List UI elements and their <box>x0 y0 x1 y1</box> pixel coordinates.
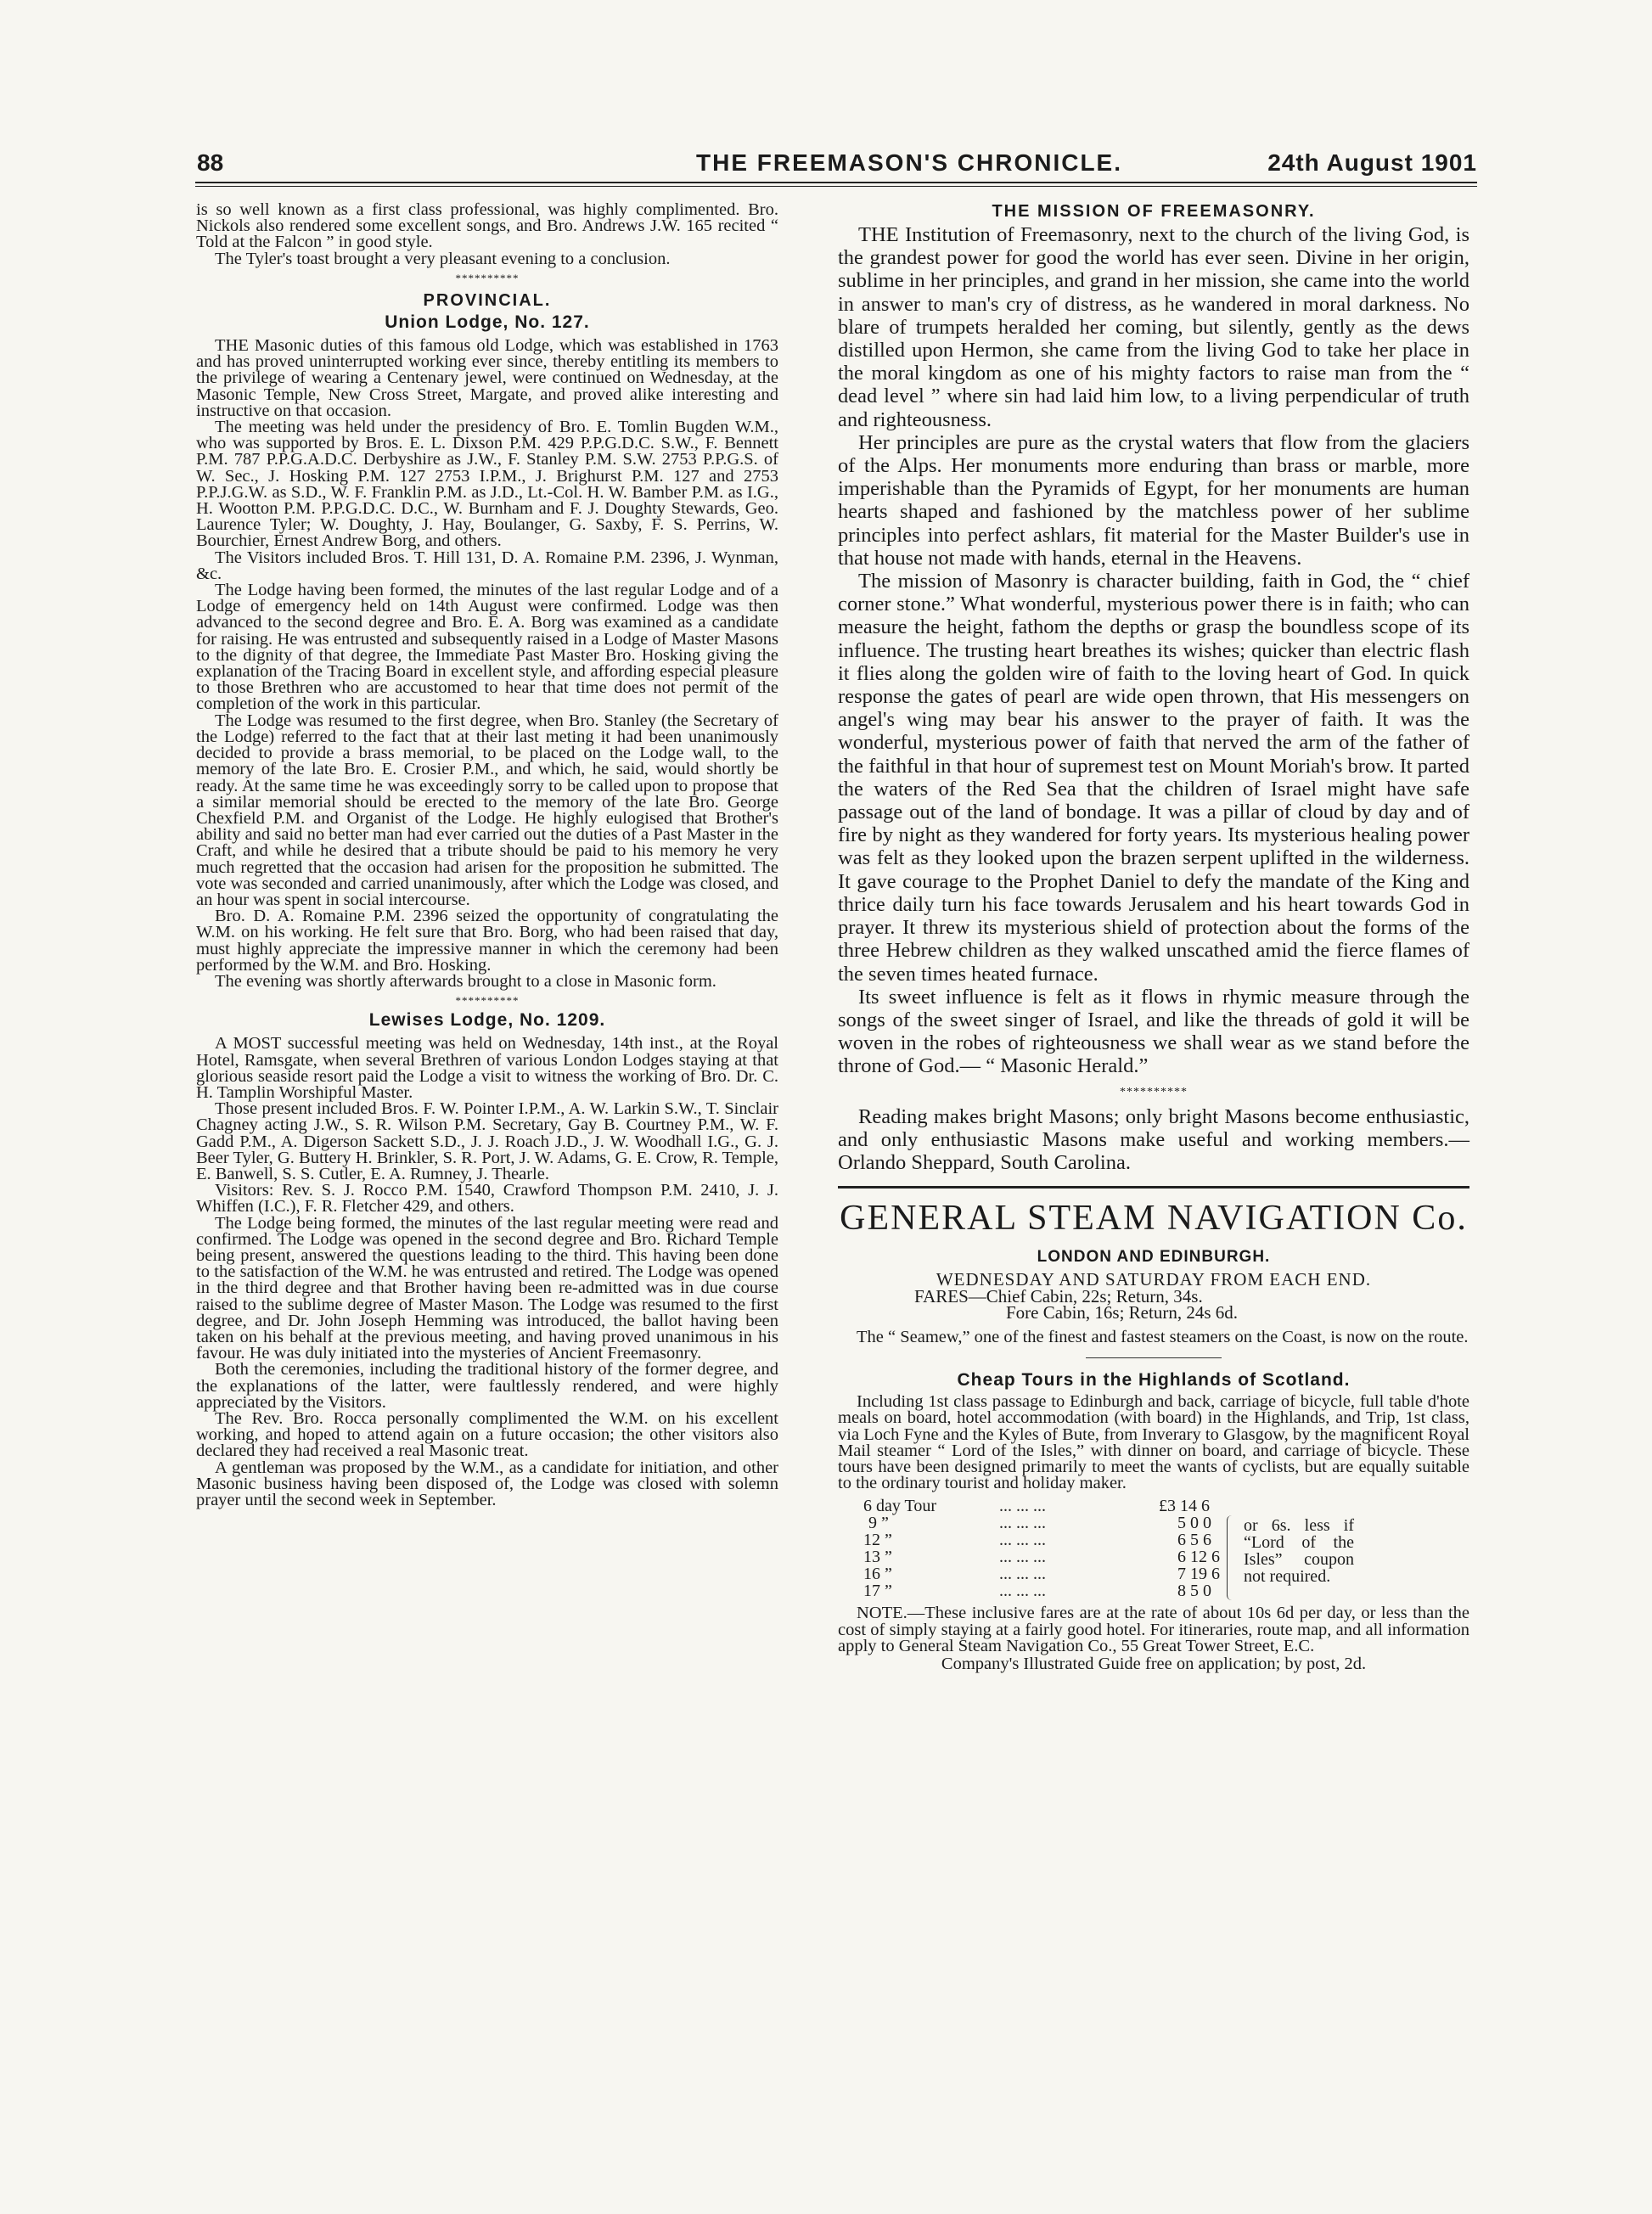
union-paragraph: The Lodge was resumed to the first degree, when Bro. Stanley (the Secretary of the Lodge) referred to the fact that at their last meting it had been unanimously decided to provide a brass memorial, to be placed on the Lodge wall, to the memory of the late Bro. E. Crosier P.M., and which, he said, would shortly be ready. At the same time he was exceedingly sorry to be called upon to propose that a similar memorial should be erected to the memory of the late Bro. George Chexfield P.M. and Organist of the Lodge. He highly eulogised that Brother's ability and said no better man had ever carried out the duties of a Past Master in the Craft, and while he desired that a tribute should be paid to his memory he very much regretted that the occasion had arisen for the proposition he submitted. The vote was seconded and carried unanimously, after which the Lodge was closed, and an hour was spent in social intercourse. <box>196 711 778 909</box>
tour-days: 17 ” <box>863 1582 892 1601</box>
tour-price: 6 12 6 <box>1177 1548 1220 1567</box>
tour-price: 5 0 0 <box>1177 1514 1211 1533</box>
gsn-fares-chief: FARES—Chief Cabin, 22s; Return, 34s. <box>914 1285 1203 1306</box>
lewises-paragraph: The Lodge being formed, the minutes of the last regular meeting were read and confirmed. The Lodge was opened in the second degree and Bro. Richard Temple being present, answered the questions leading to the third. This having been done to the satisfaction of the W.M. he was entrusted and retired. The Lodge was opened in the third degree and that Brother having been re-admitted was in due course raised to the sublime degree of Master Mason. The Lodge was resumed to the first degree, and Dr. John Joseph Hemming was introduced, the ballot having been taken on his behalf at the previous meeting, and having proved unanimous in his favour. He was duly initiated into the mysteries of Ancient Freemasonry. <box>196 1213 778 1363</box>
tours-title: Cheap Tours in the Highlands of Scotland. <box>957 1370 1351 1391</box>
reading-paragraph: Reading makes bright Masons; only bright Masons become enthusiastic, and only enthusiastic Masons make useful and working members.—Orlando Sheppard, South Carolina. <box>838 1104 1469 1175</box>
lewises-paragraph: Visitors: Rev. S. J. Rocco P.M. 1540, Crawford Thompson P.M. 2410, J. J. Whiffen (I.C.), F. R. Fletcher 429, and others. <box>196 1181 778 1217</box>
gsn-route: LONDON AND EDINBURGH. <box>1037 1248 1271 1267</box>
tour-dots: ... ... ... <box>999 1497 1046 1516</box>
lewises-paragraph: Those present included Bros. F. W. Pointer I.P.M., A. W. Larkin S.W., T. Sinclair Chagney acting J.W., S. R. Wilson P.M. Secretary, Gay B. Courtney P.M., W. F. Gadd P.M., A. Digerson Sackett S.D., J. J. Roach J.D., J. W. Woodhall I.G., G. J. Beer Tyler, G. Buttery H. Brinkler, S. R. Port, J. W. Adams, G. E. Crow, R. Temple, E. Banwell, S. S. Cutler, E. A. Rumney, J. Thearle. <box>196 1099 778 1183</box>
tour-days: 6 day Tour <box>863 1497 936 1516</box>
tour-days: 12 ” <box>863 1531 892 1550</box>
lewises-paragraph: Both the ceremonies, including the traditional history of the former degree, and the explanations of the latter, were faultlessly rendered, and were highly appreciated by the Visitors. <box>196 1360 778 1412</box>
union-paragraph: The Visitors included Bros. T. Hill 131, D. A. Romaine P.M. 2396, J. Wynman, &c. <box>196 548 778 583</box>
tour-dots: ... ... ... <box>999 1548 1046 1567</box>
separator-stars: ********** <box>455 271 520 284</box>
intro-paragraph: is so well known as a first class professional, was highly complimented. Bro. Nickols also rendered some excellent songs, and Bro. Andrews J.W. 165 recited “ Told at the Falcon ” in good style. <box>196 200 778 252</box>
advert-rule <box>838 1186 1469 1188</box>
tour-price: 8 5 0 <box>1177 1582 1211 1601</box>
tour-row <box>838 1549 1469 1566</box>
union-paragraph: The evening was shortly afterwards brought to a close in Masonic form. <box>215 971 716 991</box>
tour-row <box>838 1566 1469 1583</box>
gsn-seamew: The “ Seamew,” one of the finest and fastest steamers on the Coast, is now on the route. <box>857 1327 1469 1346</box>
tour-row <box>838 1583 1469 1600</box>
guide-note: Company's Illustrated Guide free on application; by post, 2d. <box>941 1654 1367 1673</box>
header-rule <box>195 182 1477 183</box>
page-number: 88 <box>197 149 224 176</box>
tour-price: £3 14 6 <box>1159 1497 1210 1516</box>
gsn-short-rule <box>1086 1357 1222 1358</box>
mission-paragraph: The mission of Masonry is character building, faith in God, the “ chief corner stone.” What wonderful, mysterious power there is in faith; who can measure the height, fathom the depths or grasp the boundless scope of its influence. The trusting heart breathes its wishes; quicker than electric flash it flies along the golden wire of faith to the loving heart of God. In quick response the gates of pearl are wide open thrown, that His messengers on angel's wing may bear his answer to the prayer of faith. It was the wonderful, mysterious power of faith that nerved the arm of the father of the faithful in that hour of supremest test on Mount Moriah's brow. It parted the waters of the Red Sea that the children of Israel might have safe passage out of the land of bondage. It was a pillar of cloud by day and of fire by night as they wandered for forty years. Its mysterious healing power was felt as they looked upon the brazen serpent uplifted in the wilderness. It gave courage to the Prophet Daniel to defy the mandate of the King and thrice daily turn his face towards Jerusalem and his heart towards God in prayer. It threw its mysterious shield of protection about the forms of the three Hebrew children as they walked unscathed amid the fierce flames of the seven times heated furnace. <box>838 570 1469 986</box>
lewises-paragraph: The Rev. Bro. Rocca personally complimented the W.M. on his excellent working, and hoped to attend again on a future occasion; the other visitors also declared they had received a real Masonic treat. <box>196 1409 778 1461</box>
tour-dots: ... ... ... <box>999 1531 1046 1550</box>
issue-date: 24th August 1901 <box>1267 149 1477 176</box>
separator-stars: ********** <box>1120 1085 1188 1099</box>
lewises-paragraph: A gentleman was proposed by the W.M., as a candidate for initiation, and other Masonic business having been disposed of, the Lodge was closed with solemn prayer until the second week in September. <box>196 1458 778 1510</box>
tour-row <box>838 1532 1469 1549</box>
header-rule-thin <box>195 186 1477 187</box>
tour-days: 16 ” <box>863 1565 892 1584</box>
tours-note: NOTE.—These inclusive fares are at the rate of about 10s 6d per day, or less than the cost of simply staying at a fairly good hotel. For itineraries, route map, and all information apply to General Steam Navigation Co., 55 Great Tower Street, E.C. <box>838 1604 1469 1655</box>
tour-days: 13 ” <box>863 1548 892 1567</box>
right-column <box>838 202 1469 1672</box>
union-paragraph: The meeting was held under the presidency of Bro. E. Tomlin Bugden W.M., who was supported by Bros. E. L. Dixson P.M. 429 P.P.G.D.C. S.W., F. Bennett P.M. 787 P.P.G.A.D.C. Derbyshire as J.W., F. Stanley P.M. S.W. 2753 P.P.G.S. of W. Sec., J. Hosking P.M. 127 2753 I.P.M., J. Brighurst P.M. 127 and 2753 P.P.J.G.W. as S.D., W. F. Franklin P.M. as J.D., Lt.-Col. H. W. Bamber P.M. as I.G., H. Wootton P.M. P.P.G.D.C. D.C., W. Burnham and F. J. Doughty Stewards, Geo. Laurence Tyler; W. Doughty, J. Hay, Boulanger, G. Saxby, F. S. Perrins, W. Bourchier, Ernest Andrew Borg, and others. <box>196 418 778 551</box>
tours-table <box>838 1498 1469 1600</box>
left-column <box>196 202 778 1509</box>
mission-article <box>838 223 1469 1174</box>
gsn-advert-title: GENERAL STEAM NAVIGATION Co. <box>840 1199 1468 1239</box>
section-title-provincial: PROVINCIAL. <box>423 291 552 311</box>
coupon-note: or 6s. less if “Lord of the Isles” coupon not required. <box>1244 1516 1354 1587</box>
gsn-fares-fore: Fore Cabin, 16s; Return, 24s 6d. <box>1006 1301 1238 1323</box>
union-paragraph: The Lodge having been formed, the minutes of the last regular Lodge and of a Lodge of emergency held on 14th August were confirmed. Lodge was then advanced to the second degree and Bro. E. A. Borg was examined as a candidate for raising. He was entrusted and subsequently raised in a Lodge of Master Masons to the dignity of that degree, the Immediate Past Master Bro. Hosking giving the explanation of the Tracing Board in excellent style, and affording especial pleasure to those Brethren who are accustomed to hear that time does not permit of the completion of the work in this particular. <box>196 581 778 714</box>
tour-price: 7 19 6 <box>1177 1565 1220 1584</box>
lewises-paragraph: A MOST successful meeting was held on Wednesday, 14th inst., at the Royal Hotel, Ramsgate, when several Brethren of various London Lodges staying at that glorious seaside resort paid the Lodge a visit to witness the working of Bro. Dr. C. H. Tamplin Worshipful Master. <box>196 1034 778 1102</box>
separator-stars: ********** <box>455 994 520 1008</box>
tour-row <box>838 1515 1469 1532</box>
brace <box>1227 1515 1238 1600</box>
mission-title: THE MISSION OF FREEMASONRY. <box>992 202 1316 221</box>
lewises-lodge-title: Lewises Lodge, No. 1209. <box>368 1010 606 1031</box>
mission-paragraph: Its sweet influence is felt as it flows in rhymic measure through the songs of the sweet singer of Israel, and like the threads of gold it will be woven in the robes of righteousness we shall wear as we stand before the throne of God.— “ Masonic Herald.” <box>838 985 1469 1078</box>
tour-dots: ... ... ... <box>999 1582 1046 1601</box>
mission-paragraph: THE Institution of Freemasonry, next to the church of the living God, is the grandest power for good the world has ever seen. Divine in her origin, sublime in her principles, and grand in her mission, she came into the world in answer to man's cry of distress, as he wandered in moral darkness. No blare of trumpets heralded her coming, but silently, gently as the dews distilled upon Hermon, she came from the living God to take her place in the moral kingdom as one of his mighty factors to raise man from the “ dead level ” where sin had laid him low, to a living perpendicular of truth and righteousness. <box>838 223 1469 431</box>
union-lodge-title: Union Lodge, No. 127. <box>385 312 590 333</box>
tour-price: 6 5 6 <box>1177 1531 1211 1550</box>
tours-description: Including 1st class passage to Edinburgh and back, carriage of bicycle, full table d'hote meals on board, hotel accommodation (with board) in the Highlands, and Trip, 1st class, via Loch Fyne and the Kyles of Bute, from Inverary to Glasgow, by the magnificent Royal Mail steamer “ Lord of the Isles,” with dinner on board, and carriage of bicycle. These tours have been designed primarily to meet the wants of cyclists, but are equally suitable to the ordinary tourist and holiday maker. <box>838 1392 1469 1493</box>
intro-paragraph: The Tyler's toast brought a very pleasant evening to a conclusion. <box>215 249 671 268</box>
mission-paragraph: Her principles are pure as the crystal waters that flow from the glaciers of the Alps. Her monuments more enduring than brass or marble, more imperishable than the Pyramids of Egypt, for her monuments are human hearts shaped and fashioned by the matchless power of her sublime principles into perfect ashlars, fit material for the Master Builder's use in that house not made with hands, eternal in the Heavens. <box>838 430 1469 570</box>
masthead: THE FREEMASON'S CHRONICLE. <box>696 149 1123 176</box>
page-header <box>153 149 1477 175</box>
tour-row <box>838 1498 1469 1515</box>
union-paragraph: Bro. D. A. Romaine P.M. 2396 seized the opportunity of congratulating the W.M. on his working. He felt sure that Bro. Borg, who had been raised that day, must highly appreciate the impressive manner in which the ceremony had been performed by the W.M. and Bro. Hosking. <box>196 907 778 975</box>
tour-dots: ... ... ... <box>999 1514 1046 1533</box>
tour-days: 9 ” <box>868 1514 889 1533</box>
tour-dots: ... ... ... <box>999 1565 1046 1584</box>
gsn-days: WEDNESDAY AND SATURDAY FROM EACH END. <box>936 1269 1372 1290</box>
union-paragraph: THE Masonic duties of this famous old Lodge, which was established in 1763 and has proved uninterrupted working ever since, thereby entitling its members to the privilege of wearing a Centenary jewel, were continued on Wednesday, at the Masonic Temple, New Cross Street, Margate, and proved alike interesting and instructive on that occasion. <box>196 336 778 420</box>
